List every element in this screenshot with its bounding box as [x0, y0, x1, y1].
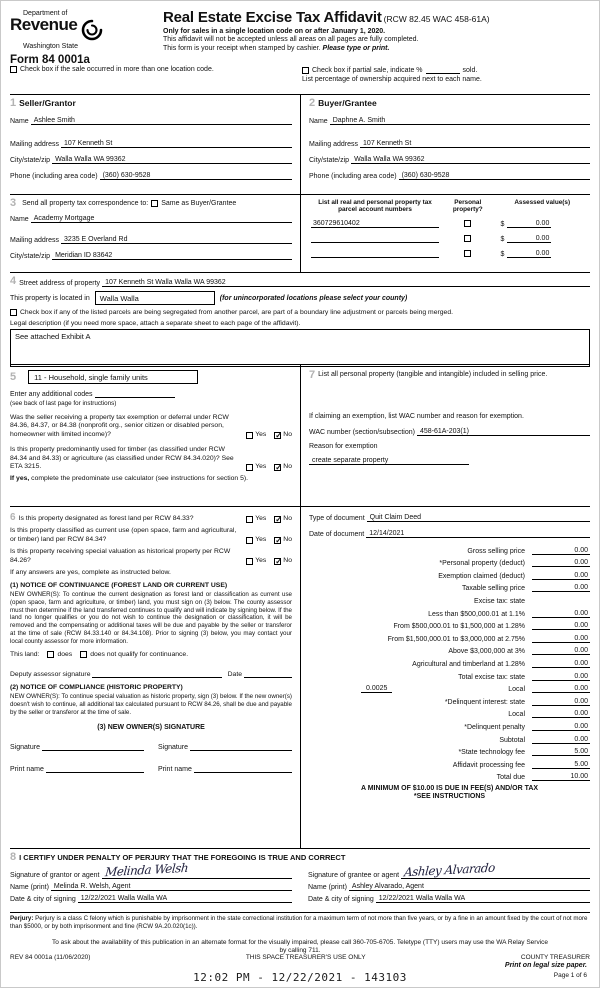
- yes-label: Yes: [255, 463, 267, 471]
- page-title: Real Estate Excise Tax Affidavit: [163, 9, 382, 26]
- exemption-question: Was the seller receiving a property tax exemption or deferral under RCW 84.36, 84.37, or 84.38 (nonprofit org., senior citizen or disabled person, homeowner with limited income)?: [10, 414, 229, 438]
- deputy-assessor-label: Deputy assessor signature: [10, 671, 91, 679]
- wac-number-field[interactable]: 458-61A-203(1): [417, 428, 590, 436]
- historic-yes-checkbox[interactable]: [246, 558, 253, 565]
- seller-section: [10, 95, 300, 194]
- top-checkbox-row: [10, 66, 590, 94]
- seller-name-field[interactable]: Ashlee Smith: [31, 117, 292, 125]
- buyer-phone-field[interactable]: (360) 630-9528: [399, 172, 590, 180]
- taxable-price-field[interactable]: 0.00: [532, 584, 590, 592]
- buyer-section: [300, 95, 590, 194]
- yes-label: Yes: [255, 430, 267, 438]
- tier3-label: From $1,500,000.01 to $3,000,000 at 2.75%: [387, 635, 525, 643]
- land-use-code-select[interactable]: 11 - Household, single family units: [28, 370, 198, 384]
- legal-description-box[interactable]: [10, 329, 590, 367]
- subtotal-field[interactable]: 0.00: [532, 736, 590, 744]
- dollar-sign: $: [500, 221, 505, 228]
- header-note-3: [163, 45, 590, 52]
- correspondence-city-field[interactable]: Meridian ID 83642: [52, 252, 292, 260]
- local-field[interactable]: 0.00: [532, 685, 590, 693]
- timber-question: Is this property predominantly used for timber (as classified under RCW 84.34 and 84.33) or agriculture (as classified under RCW 84.34.020)? See ETA 3215.: [10, 446, 234, 471]
- no-label: No: [283, 556, 292, 564]
- land-does-checkbox[interactable]: [47, 651, 54, 658]
- parcel-number-field[interactable]: [311, 235, 439, 243]
- located-label: This property is located in: [10, 294, 90, 302]
- buyer-name-field[interactable]: Daphne A. Smith: [330, 117, 590, 125]
- located-note: (for unincorporated locations please select your county): [219, 294, 408, 302]
- grantee-print-name-field[interactable]: Ashley Alvarado, Agent: [349, 883, 590, 891]
- forest-no-checkbox[interactable]: ✓: [275, 514, 282, 524]
- section-number-2: 2: [309, 97, 316, 109]
- name-label: Name: [309, 118, 328, 125]
- predominate-use-note-text: complete the predominate use calculator (see instructions for section 5).: [31, 474, 249, 482]
- correspondence-section: [10, 195, 300, 272]
- current-use-question: Is this property classified as current use (open space, farm and agricultural, or timber) land per RCW 84.34?: [10, 527, 237, 543]
- section-number-7: 7: [309, 369, 316, 381]
- landuse-personalproperty-section: [10, 364, 590, 506]
- personal-property-col-header: Personal property?: [452, 199, 483, 213]
- this-land-label: This land:: [10, 651, 40, 659]
- agency-line1: Department of: [23, 10, 68, 17]
- same-as-buyer-checkbox[interactable]: [151, 200, 158, 207]
- perjury-label: Perjury:: [10, 915, 34, 922]
- personal-property-checkbox[interactable]: [464, 250, 471, 257]
- date-city-label: Date & city of signing: [308, 896, 374, 903]
- street-address-field[interactable]: 107 Kenneth St Walla Walla WA 99362: [102, 279, 590, 287]
- segregated-checkbox[interactable]: [10, 309, 17, 316]
- print-note-block: [505, 962, 587, 979]
- rev-number: REV 84 0001a (11/06/2020): [10, 954, 91, 961]
- exemption-intro: If claiming an exemption, list WAC number and reason for exemption.: [309, 413, 524, 420]
- correspondence-parcels-section: [10, 194, 590, 272]
- buyer-mailing-field[interactable]: 107 Kenneth St: [360, 140, 590, 148]
- cashier-stamp: 12:02 PM - 12/22/2021 - 143103: [193, 971, 407, 984]
- see-instructions-note: *SEE INSTRUCTIONS: [413, 793, 486, 801]
- ownership-note: List percentage of ownership acquired next to each name.: [302, 76, 482, 83]
- form-header: [10, 9, 590, 65]
- processing-fee-field[interactable]: 5.00: [532, 761, 590, 769]
- exemption-deduct-field[interactable]: 0.00: [532, 572, 590, 580]
- grantee-signature: Ashley Alvarado: [403, 860, 496, 880]
- city-label: City/state/zip: [10, 157, 51, 164]
- legal-size-note: Print on legal size paper.: [504, 962, 587, 969]
- no-label: No: [283, 535, 292, 543]
- delinquent-penalty-field[interactable]: 0.00: [532, 723, 590, 731]
- subtotal-label: Subtotal: [499, 736, 525, 744]
- partial-sale-percent-field[interactable]: [426, 66, 460, 74]
- forest-question: Is this property designated as forest land per RCW 84.33?: [18, 515, 194, 522]
- no-label: No: [283, 515, 292, 522]
- exemption-reason-label: Reason for exemption: [309, 443, 378, 450]
- forest-yes-checkbox[interactable]: [246, 516, 253, 523]
- multi-location-checkbox[interactable]: [10, 66, 17, 73]
- tier2-label: From $500,000.01 to $1,500,000 at 1.28%: [393, 623, 525, 631]
- local-rate-field[interactable]: 0.0025: [361, 685, 392, 693]
- header-note-3a: This form is your receipt when stamped by cashier.: [163, 44, 321, 52]
- city-label: City/state/zip: [309, 157, 350, 164]
- multi-location-label: Check box if the sale occurred in more than one location code.: [20, 66, 214, 73]
- delinquent-interest-local-field[interactable]: 0.00: [532, 710, 590, 718]
- processing-fee-label: Affidavit processing fee: [452, 761, 525, 769]
- street-address-label: Street address of property: [19, 280, 101, 287]
- notice-compliance-body: NEW OWNER(S): To continue special valuation as historic property, sign (3) below. If the new owner(s) doesn't wish to continue, all additional tax calculated pursuant to RCW 84.26, shall be due and payable by the seller or transferor at the time of sale.: [10, 693, 292, 716]
- new-owner-print-name-field[interactable]: [194, 765, 292, 773]
- grantor-signature-field[interactable]: [102, 860, 292, 880]
- table-row: [309, 250, 590, 258]
- dollar-sign: $: [500, 236, 505, 243]
- excise-state-header: Excise tax: state: [474, 597, 525, 605]
- signature-label: Signature: [158, 744, 188, 752]
- document-date-field[interactable]: 12/14/2021: [366, 530, 590, 538]
- new-owner-signature-field[interactable]: [42, 743, 144, 751]
- seller-city-field[interactable]: Walla Walla WA 99362: [52, 156, 292, 164]
- grantor-date-city-field[interactable]: 12/22/2021 Walla Walla WA: [78, 895, 292, 903]
- tier4-label: Above $3,000,000 at 3%: [448, 648, 525, 656]
- parcel-number-field[interactable]: [311, 250, 439, 258]
- partial-sale-checkbox[interactable]: [302, 67, 309, 74]
- forest-tax-section: [10, 506, 590, 848]
- legal-description-label: Legal description (if you need more space, attach a separate sheet to each page of the affidavit).: [10, 320, 301, 327]
- seller-mailing-field[interactable]: 107 Kenneth St: [61, 140, 292, 148]
- mailing-label: Mailing address: [10, 237, 60, 244]
- exemption-no-checkbox[interactable]: ✓: [275, 430, 282, 440]
- personal-property-blank-area[interactable]: [309, 381, 590, 413]
- tier3-field[interactable]: 0.00: [532, 635, 590, 643]
- partial-sale-label-end: sold.: [462, 67, 478, 74]
- alternate-format-note: To ask about the availability of this publication in an alternate format for the visually impaired, please call 360-705-6705. Teletype (TTY) users may use the WA Relay Service by calling 711.: [51, 939, 549, 955]
- historic-no-checkbox[interactable]: ✓: [275, 556, 282, 566]
- perjury-text: Perjury is a class C felony which is punishable by imprisonment in the state correctional institution for a maximum term of not more than five years, or by a fine in an amount fixed by the court of not more than $5000, or by both imprisonment and fine (RCW 9A.20.020(1c)).: [10, 915, 588, 931]
- tier1-label: Less than $500,000.01 at 1.1%: [428, 610, 525, 618]
- name-print-label: Name (print): [308, 884, 347, 891]
- seller-phone-field[interactable]: (360) 630-9528: [100, 172, 292, 180]
- agency-name: Revenue: [10, 15, 78, 34]
- yes-label: Yes: [255, 556, 267, 564]
- mailing-label: Mailing address: [309, 141, 359, 148]
- deputy-date-field[interactable]: [244, 670, 292, 678]
- tax-computation-section: [300, 507, 590, 848]
- section-number-8: 8: [10, 851, 17, 863]
- section-number-6: 6: [10, 512, 16, 523]
- agency-block: [10, 9, 158, 65]
- exemption-yes-checkbox[interactable]: [246, 432, 253, 439]
- name-label: Name: [10, 216, 29, 223]
- dollar-sign: $: [500, 251, 505, 258]
- document-date-label: Date of document: [309, 531, 365, 538]
- signature-label: Signature: [10, 744, 40, 752]
- dor-logo-icon: [80, 18, 104, 42]
- notice-compliance-title: (2) NOTICE OF COMPLIANCE (HISTORIC PROPERTY): [10, 684, 183, 692]
- legal-description-value: See attached Exhibit A: [15, 332, 91, 341]
- name-print-label: Name (print): [10, 884, 49, 891]
- header-note-2: This affidavit will not be accepted unless all areas on all pages are fully completed.: [163, 36, 419, 43]
- notice-continuance-title: (1) NOTICE OF CONTINUANCE (FOREST LAND OR CURRENT USE): [10, 582, 228, 590]
- buyer-heading: Buyer/Grantee: [318, 98, 377, 108]
- print-name-label: Print name: [10, 766, 44, 774]
- gross-price-field[interactable]: 0.00: [532, 547, 590, 555]
- does-not-label: does not qualify for continuance.: [90, 651, 189, 659]
- total-state-label: Total excise tax: state: [458, 673, 525, 681]
- yes-label: Yes: [255, 535, 267, 543]
- perjury-notice: [10, 912, 590, 938]
- page-number: Page 1 of 6: [553, 972, 587, 979]
- name-label: Name: [10, 118, 29, 125]
- segregated-label: Check box if any of the listed parcels are being segregated from another parcel, are part of a boundary line adjustment or parcels being merged.: [20, 309, 453, 316]
- assessed-value-field[interactable]: 0.00: [507, 250, 551, 258]
- grantor-print-name-field[interactable]: Melinda R. Welsh, Agent: [51, 883, 292, 891]
- total-due-field[interactable]: 10.00: [532, 773, 590, 781]
- certification-heading: I CERTIFY UNDER PENALTY OF PERJURY THAT THE FOREGOING IS TRUE AND CORRECT: [19, 853, 346, 862]
- title-row: [163, 9, 590, 26]
- tax-rows: [309, 542, 590, 781]
- personal-property-section: [300, 365, 590, 506]
- total-state-field[interactable]: 0.00: [532, 673, 590, 681]
- no-label: No: [283, 430, 292, 438]
- section-number-4: 4: [10, 275, 17, 287]
- seller-heading: Seller/Grantor: [19, 98, 76, 108]
- current-use-yes-checkbox[interactable]: [246, 537, 253, 544]
- wac-number-label: WAC number (section/subsection): [309, 429, 415, 436]
- city-label: City/state/zip: [10, 253, 51, 260]
- timber-no-checkbox[interactable]: ✓: [275, 463, 282, 473]
- header-note-1: Only for sales in a single location code on or after January 1, 2020.: [163, 27, 386, 35]
- tier1-field[interactable]: 0.00: [532, 610, 590, 618]
- grantee-signature-label: Signature of grantee or agent: [308, 872, 400, 879]
- treasurer-space-label: THIS SPACE TREASURER'S USE ONLY: [245, 954, 366, 961]
- new-owner-print-name-field[interactable]: [46, 765, 144, 773]
- personal-property-checkbox[interactable]: [464, 220, 471, 227]
- document-type-field[interactable]: Quit Claim Deed: [367, 514, 590, 522]
- phone-label: Phone (including area code): [309, 173, 397, 180]
- notice-continuance-body: NEW OWNER(S): To continue the current designation as forest land or classification as current use (open space, farm and agriculture, or timber) land, you must sign on (3) below. The county assessor must then determine if the land transferred continues to qualify and will indicate by signing below. If the land no longer qualifies or you do not wish to continue the designation or classification, it will be removed and the compensating or additional taxes will be due and payable by the seller or transferor at the time of sale (RCW 84.33.140 or 84.34.108). Prior to signing (3) below, you may contact your local county assessor for more information.: [10, 591, 292, 645]
- print-name-label: Print name: [158, 766, 192, 774]
- partial-sale-label: Check box if partial sale, indicate %: [312, 67, 423, 74]
- grantee-signature-field[interactable]: [401, 860, 590, 880]
- predominate-use-note: [10, 475, 292, 482]
- exemption-reason-field[interactable]: create separate property: [309, 457, 469, 465]
- new-owners-signature-title: (3) NEW OWNER(S) SIGNATURE: [97, 724, 205, 732]
- date-city-label: Date & city of signing: [10, 896, 76, 903]
- additional-codes-field[interactable]: [95, 390, 175, 398]
- forest-land-section: [10, 507, 300, 848]
- property-section: [10, 272, 590, 364]
- section-number-1: 1: [10, 97, 17, 109]
- if-yes-note: If any answers are yes, complete as instructed below.: [10, 569, 171, 577]
- personal-property-intro: List all personal property (tangible and intangible) included in selling price.: [318, 371, 548, 378]
- deputy-assessor-signature-field[interactable]: [92, 670, 221, 678]
- table-row: [309, 235, 590, 243]
- assessed-value-col-header: Assessed value(s): [514, 199, 571, 206]
- gross-price-label: Gross selling price: [467, 547, 525, 555]
- historic-question: Is this property receiving special valuation as historical property per RCW 84.26?: [10, 548, 231, 564]
- minimum-due-note: A MINIMUM OF $10.00 IS DUE IN FEE(S) AND/OR TAX: [360, 785, 539, 793]
- taxable-price-label: Taxable selling price: [461, 585, 525, 593]
- title-rcw: (RCW 82.45 WAC 458-61A): [383, 14, 490, 24]
- land-use-section: [10, 365, 300, 506]
- correspondence-mailing-field[interactable]: 3235 E Overland Rd: [61, 236, 292, 244]
- delinquent-interest-local-label: Local: [508, 711, 525, 719]
- property-location-select[interactable]: Walla Walla: [95, 291, 215, 305]
- correspondence-heading: Send all property tax correspondence to:: [22, 200, 149, 207]
- technology-fee-field[interactable]: 5.00: [532, 748, 590, 756]
- timber-yes-checkbox[interactable]: [246, 464, 253, 471]
- additional-codes-label: Enter any additional codes: [10, 391, 93, 398]
- personal-deduct-field[interactable]: 0.00: [532, 559, 590, 567]
- tier2-field[interactable]: 0.00: [532, 622, 590, 630]
- form-number: Form 84 0001a: [10, 54, 90, 66]
- parcel-table: [300, 195, 590, 272]
- assessed-value-field[interactable]: 0.00: [507, 220, 551, 228]
- current-use-no-checkbox[interactable]: ✓: [275, 535, 282, 545]
- date-label: Date: [227, 671, 242, 679]
- exemption-deduct-label: Exemption claimed (deduct): [438, 572, 525, 580]
- county-treasurer-label: COUNTY TREASURER: [520, 954, 590, 961]
- delinquent-interest-state-label: *Delinquent interest: state: [444, 698, 525, 706]
- grantee-date-city-field[interactable]: 12/22/2021 Walla Walla WA: [376, 895, 590, 903]
- no-label: No: [283, 463, 292, 471]
- delinquent-penalty-label: *Delinquent penalty: [464, 723, 525, 731]
- does-label: does: [57, 651, 73, 659]
- personal-property-checkbox[interactable]: [464, 235, 471, 242]
- certification-section: [10, 848, 590, 912]
- document-type-label: Type of document: [309, 515, 365, 522]
- land-does-not-checkbox[interactable]: [80, 651, 87, 658]
- total-due-label: Total due: [496, 774, 525, 782]
- yes-label: Yes: [255, 515, 267, 522]
- agency-state: Washington State: [23, 43, 78, 50]
- additional-codes-note: (see back of last page for instructions): [10, 400, 117, 407]
- footer-row: [10, 954, 590, 966]
- table-row: [309, 220, 590, 228]
- new-owner-signature-field[interactable]: [190, 743, 292, 751]
- parcel-col-header: List all real and personal property tax parcel account numbers: [318, 199, 432, 213]
- same-as-buyer-label: Same as Buyer/Grantee: [161, 200, 237, 207]
- section-number-3: 3: [10, 197, 17, 209]
- section-number-5: 5: [10, 370, 17, 383]
- local-label: Local: [508, 686, 525, 694]
- grantor-signature-label: Signature of grantor or agent: [10, 872, 100, 879]
- assessed-value-field[interactable]: 0.00: [507, 235, 551, 243]
- delinquent-interest-state-field[interactable]: 0.00: [532, 698, 590, 706]
- buyer-city-field[interactable]: Walla Walla WA 99362: [351, 156, 590, 164]
- correspondence-name-field[interactable]: Academy Mortgage: [31, 215, 292, 223]
- agricultural-field[interactable]: 0.00: [532, 660, 590, 668]
- parcel-number-field[interactable]: 360729610402: [311, 220, 439, 228]
- tier4-field[interactable]: 0.00: [532, 647, 590, 655]
- personal-deduct-label: *Personal property (deduct): [439, 560, 525, 568]
- phone-label: Phone (including area code): [10, 173, 98, 180]
- header-note-3b: Please type or print.: [322, 44, 390, 52]
- technology-fee-label: *State technology fee: [458, 749, 525, 757]
- grantor-signature: Melinda Welsh: [103, 860, 189, 880]
- mailing-label: Mailing address: [10, 141, 60, 148]
- parties-section: [10, 94, 590, 194]
- agricultural-label: Agricultural and timberland at 1.28%: [412, 660, 525, 668]
- predominate-use-note-bold: If yes,: [10, 474, 30, 482]
